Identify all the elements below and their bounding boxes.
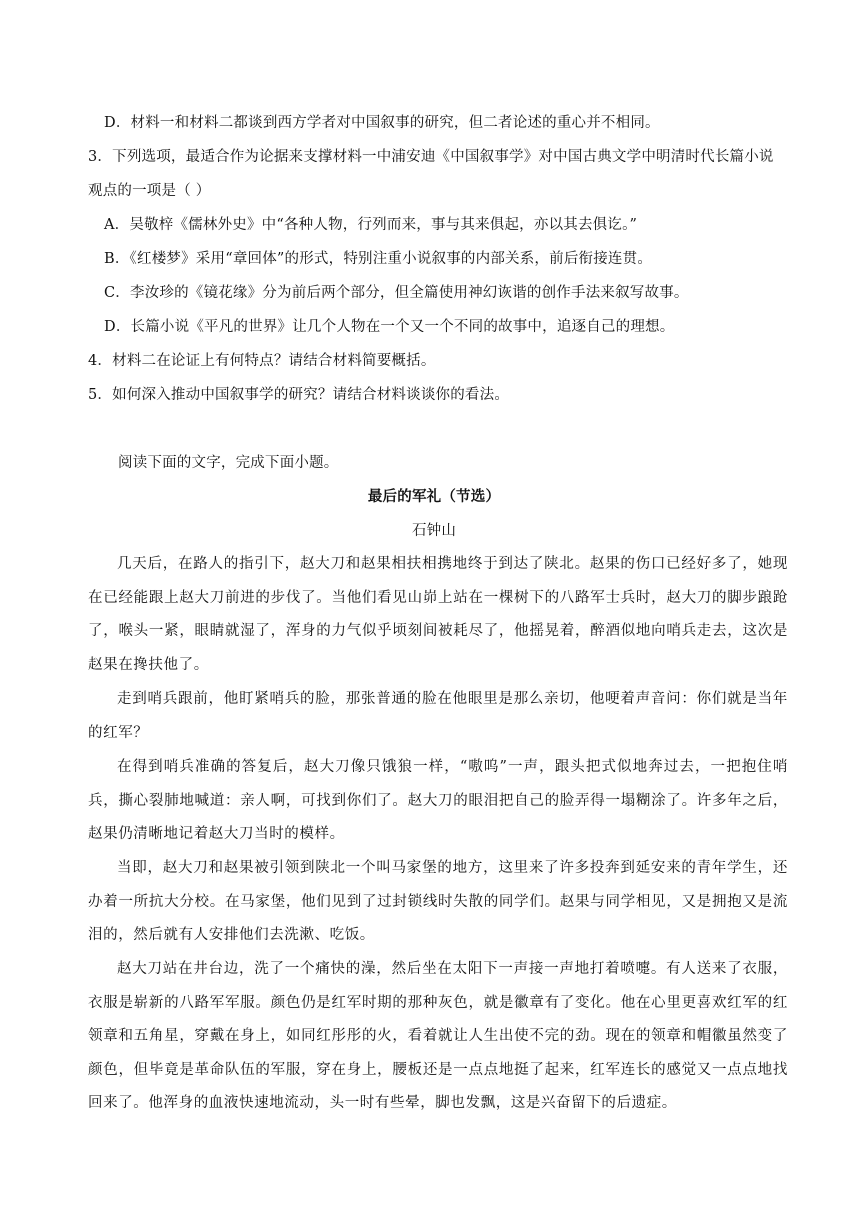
question-3-stem-line-2: 观点的一项是（ ） <box>88 183 211 199</box>
article-author: 石钟山 <box>411 523 457 539</box>
question-3-stem-line-1: 3．下列选项，最适合作为论据来支撑材料一中浦安迪《中国叙事学》对中国古典文学中明清时代长篇小说 <box>88 149 774 165</box>
question-3-option-d: D．长篇小说《平凡的世界》让几个人物在一个又一个不同的故事中，追逐自己的理想。 <box>104 319 675 335</box>
reading-instruction: 阅读下面的文字，完成下面小题。 <box>118 455 339 471</box>
question-2-option-d: D．材料一和材料二都谈到西方学者对中国叙事的研究，但二者论述的重心并不相同。 <box>104 115 660 131</box>
article-title: 最后的军礼（节选） <box>367 488 501 505</box>
article-paragraph-3: 在得到哨兵准确的答复后，赵大刀像只饿狼一样，“嗷呜”一声，跟头把式似地奔过去，一把抱住哨兵，撕心裂肺地喊道：亲人啊，可找到你们了。赵大刀的眼泪把自己的脸弄得一塌糊涂了。许多年之后，赵果仍清晰地记着赵大刀当时的模样。 <box>88 759 788 843</box>
article-paragraph-5: 赵大刀站在井台边，洗了一个痛快的澡，然后坐在太阳下一声接一声地打着喷嚏。有人送来了衣服，衣服是崭新的八路军军服。颜色仍是红军时期的那种灰色，就是徽章有了变化。他在心里更喜欢红军的红领章和五角星，穿戴在身上，如同红彤彤的火，看着就让人生出使不完的劲。现在的领章和帽徽虽然变了颜色，但毕竟是革命队伍的军服，穿在身上，腰板还是一点点地挺了起来，红军连长的感觉又一点点地找回来了。他浑身的血液快速地流动，头一时有些晕，脚也发飘，这是兴奋留下的后遗症。 <box>88 961 788 1112</box>
article-paragraph-4: 当即，赵大刀和赵果被引领到陕北一个叫马家堡的地方，这里来了许多投奔到延安来的青年学生，还办着一所抗大分校。在马家堡，他们见到了过封锁线时失散的同学们。赵果与同学相见，又是拥抱又是流泪的，然后就有人安排他们去洗漱、吃饭。 <box>88 860 788 944</box>
article-paragraph-1: 几天后，在路人的指引下，赵大刀和赵果相扶相携地终于到达了陕北。赵果的伤口已经好多了，她现在已经能跟上赵大刀前进的步伐了。当他们看见山峁上站在一棵树下的八路军士兵时，赵大刀的脚步踉跄了，喉头一紧，眼睛就湿了，浑身的力气似乎顷刻间被耗尽了，他摇晃着，醉酒似地向哨兵走去，这次是赵果在搀扶他了。 <box>88 556 788 673</box>
question-4: 4．材料二在论证上有何特点？请结合材料简要概括。 <box>88 353 436 369</box>
question-3-option-a: A．吴敬梓《儒林外史》中“各种人物，行列而来，事与其来俱起，亦以其去俱讫。” <box>104 217 638 233</box>
question-5: 5．如何深入推动中国叙事学的研究？请结合材料谈谈你的看法。 <box>88 387 510 403</box>
article-paragraph-2: 走到哨兵跟前，他盯紧哨兵的脸，那张普通的脸在他眼里是那么亲切，他哽着声音问：你们就是当年的红军？ <box>88 691 788 741</box>
question-3-option-b: B．《红楼梦》采用“章回体”的形式，特别注重小说叙事的内部关系，前后衔接连贯。 <box>104 251 653 267</box>
question-3-option-c: C．李汝珍的《镜花缘》分为前后两个部分，但全篇使用神幻诙谐的创作手法来叙写故事。 <box>104 285 689 301</box>
